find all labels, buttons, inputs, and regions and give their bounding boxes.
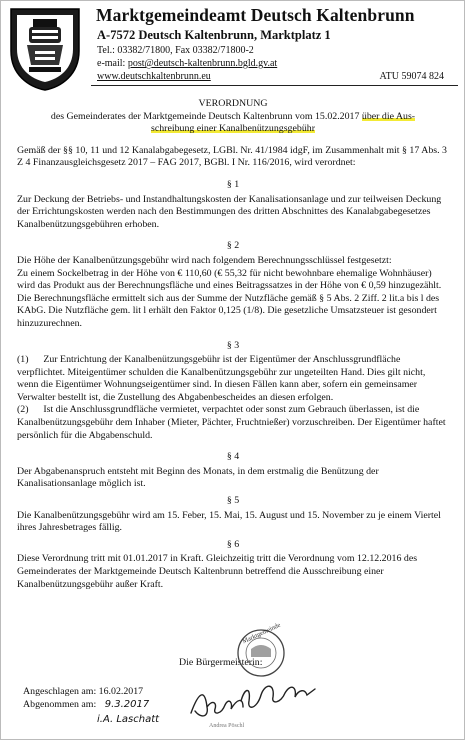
section-3-para-2: (2) Ist die Anschlussgrundfläche vermietet, verpachtet oder sonst zum Gebrauch überlassen, ist die Kanalbenützungsgebühr dem Inhaber (Mieter, Pächter, Fruchtnießer) vorzuschreiben. Der Eigentümer haftet persönlich für die Abgabenschuld. bbox=[17, 404, 449, 441]
signature-text: Andrea Pöschl bbox=[209, 723, 245, 729]
clerk-initials: i.A. Laschatt bbox=[97, 714, 160, 725]
section-2-para-1: Die Höhe der Kanalbenützungsgebühr wird nach folgendem Berechnungsschlüssel festgesetzt: bbox=[17, 254, 392, 266]
section-5-text: Die Kanalbenützungsgebühr wird am 15. Feber, 15. Mai, 15. August und 15. November zu je einem Viertel ihres Jahresbetrages fällig. bbox=[17, 509, 441, 534]
organization-name: Marktgemeindeamt Deutsch Kaltenbrunn bbox=[96, 5, 415, 25]
document-body bbox=[17, 98, 449, 591]
section-1-number: § 1 bbox=[226, 178, 240, 190]
section-2-para-3: Die Berechnungsfläche ermittelt sich aus der Summe der Nutzfläche gemäß § 5 Abs. 2 Ziff. 2 lit.a bis l des KAbG. Die Nutzfläche gem. lit l erhält den Faktor 0,125 (1/8). Die gesetzliche Umsatzsteuer ist gesondert hinzuzurechnen. bbox=[17, 292, 440, 329]
highlighted-subject-cont: schreibung einer Kanalbenützungsgebühr bbox=[151, 123, 315, 135]
section-5-number: § 5 bbox=[226, 495, 240, 507]
website-link[interactable]: www.deutschkaltenbrunn.eu bbox=[97, 71, 211, 82]
mayor-label: Die Bürgermeisterin: bbox=[179, 657, 263, 668]
phone-fax-line: Tel.: 03382/71800, Fax 03382/71800-2 bbox=[97, 45, 254, 56]
section-3-number: § 3 bbox=[226, 339, 240, 351]
coat-of-arms-icon bbox=[7, 5, 83, 91]
vat-number: ATU 59074 824 bbox=[379, 71, 444, 82]
section-4-text: Der Abgabenanspruch entsteht mit Beginn des Monats, in dem erstmalig die Benützung der Kanalisationsanlage möglich ist. bbox=[17, 465, 379, 490]
section-6-number: § 6 bbox=[226, 538, 240, 550]
section-4-number: § 4 bbox=[226, 451, 240, 463]
website-line bbox=[97, 71, 211, 82]
removed-date: 9.3.2017 bbox=[104, 699, 150, 710]
section-2-para-2: Zu einem Sockelbetrag in der Höhe von € 110,60 (€ 55,32 für nicht bewohnbare ehemalige Wohnhäuser) wird das Produkt aus der Berechnungsfläche und eines Beitragssatzes in der Höhe von € 0,59 hinzugezählt. bbox=[17, 267, 442, 292]
email-line: e-mail: post@deutsch-kaltenbrunn.bgld.gv.at bbox=[97, 58, 278, 69]
removed-date-line: Abgenommen am: 9.3.2017 bbox=[23, 699, 150, 710]
posted-date: Angeschlagen am: 16.02.2017 bbox=[23, 686, 144, 697]
section-1-text: Zur Deckung der Betriebs- und Instandhaltungskosten der Kanalisationsanlage und zur teilweisen Deckung der Errichtungskosten werden nach den Bestimmungen des dritten Abschnittes des Kanalabgabegesetzes Kanalbenützungsgebühren erhoben. bbox=[17, 193, 442, 230]
signature-icon bbox=[191, 686, 315, 716]
email-link[interactable]: post@deutsch-kaltenbrunn.bgld.gv.at bbox=[127, 58, 278, 69]
section-3-para-1: (1) Zur Entrichtung der Kanalbenützungsgebühr ist der Eigentümer der Anschlussgrundfläche verpflichtet. Miteigentümer schulden die Kanalbenützungsgebühr zur ungeteilten Hand. Dies gilt nicht, wenn die Eigentümer Wohnungseigentümer sind. In diesen Fällen kann aber, sofern ein gemeinsamer Verwalter bestellt ist, die Zustellung des Abgabenbescheides an diesen erfolgen. bbox=[17, 354, 428, 403]
stamp-text: Marktgemeinde bbox=[241, 621, 282, 646]
document-heading: VERORDNUNG bbox=[198, 98, 268, 109]
section-6-text: Diese Verordnung tritt mit 01.01.2017 in Kraft. Gleichzeitig tritt die Verordnung vom 12.12.2016 des Gemeinderates der Marktgemeinde Deutsch Kaltenbrunn betreffend die Ausschreibung einer Kanalbenützungsgebühr außer Kraft. bbox=[17, 553, 418, 590]
letterhead bbox=[1, 1, 465, 95]
address-line: A-7572 Deutsch Kaltenbrunn, Marktplatz 1 bbox=[97, 28, 331, 42]
preamble: Gemäß der §§ 10, 11 und 12 Kanalabgabegesetz, LGBl. Nr. 41/1984 idgF, im Zusammenhalt mit § 17 Abs. 3 Z 4 Finanzausgleichsgesetz 2017 – FAG 2017, BGBl. I Nr. 116/2016, wird verordnet: bbox=[17, 144, 447, 169]
highlighted-subject: über die Aus- bbox=[361, 110, 416, 122]
document-subject: des Gemeinderates der Marktgemeinde Deutsch Kaltenbrunn vom 15.02.2017 über die Aus- schreibung einer Kanalbenützungsgebühr bbox=[50, 110, 416, 135]
section-2-number: § 2 bbox=[226, 240, 240, 252]
header-divider bbox=[91, 85, 458, 86]
